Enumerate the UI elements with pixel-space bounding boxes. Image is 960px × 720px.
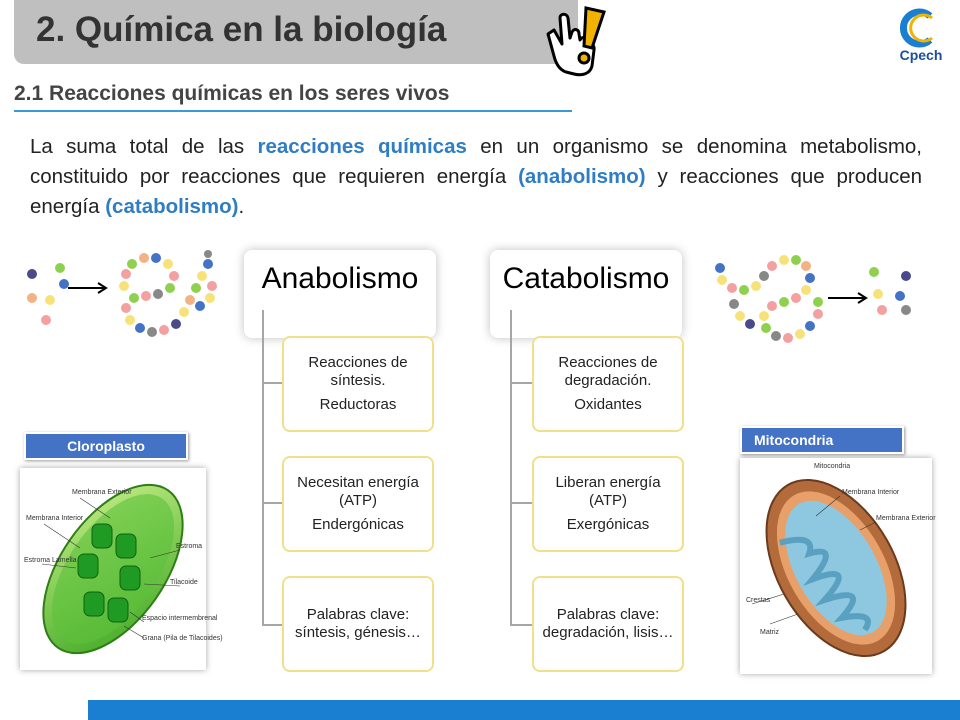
catabolismo-title: Catabolismo (502, 262, 670, 295)
anabolismo-item (282, 336, 434, 432)
label-membrana-exterior: Membrana Exterior (72, 489, 132, 496)
connector-line (262, 310, 264, 626)
mitochondrion-illustration (740, 458, 936, 674)
section-subtitle: 2.1 Reacciones químicas en los seres vivos (14, 82, 450, 105)
synthesis-molecules-illustration (20, 250, 230, 350)
label-membrana-interior: Membrana Interior (842, 489, 900, 496)
item-text: Palabras clave: degradación, lisis… (542, 606, 674, 641)
label-membrana-exterior: Membrana Exterior (876, 515, 936, 522)
label-matriz: Matriz (760, 629, 780, 636)
anabolismo-item (282, 456, 434, 552)
catabolismo-item (532, 336, 684, 432)
item-subtext: Reductoras (319, 396, 397, 413)
label-estroma-lamella: Estroma Lamella (24, 557, 77, 564)
item-text: Reacciones de degradación. (558, 354, 658, 389)
chloroplast-illustration (20, 468, 223, 670)
highlight-reacciones: reacciones químicas (257, 135, 467, 158)
anabolismo-item (282, 576, 434, 672)
intro-paragraph (30, 132, 922, 222)
text-segment: . (238, 195, 245, 218)
item-subtext: Oxidantes (574, 396, 642, 413)
cloroplasto-tag: Cloroplasto (24, 432, 188, 460)
catabolismo-header (490, 250, 682, 338)
highlight-catabolismo: (catabolismo) (105, 195, 239, 218)
label-grana: Grana (Pila de Tilacoides) (142, 635, 223, 642)
connector-line (510, 502, 532, 504)
item-text: Liberan energía (ATP) (555, 474, 661, 509)
anabolismo-title: Anabolismo (261, 262, 419, 295)
label-espacio: Espacio intermembrenal (142, 615, 218, 622)
mitocondria-image (740, 458, 936, 674)
connector-line (262, 382, 282, 384)
label-membrana-interior: Membrana Interior (26, 515, 84, 522)
label-estroma: Estroma (176, 543, 203, 550)
text-segment: y reacciones que producen energía (30, 165, 923, 218)
connector-line (510, 382, 532, 384)
mitocondria-tag: Mitocondria (740, 426, 904, 454)
cloroplasto-image (20, 468, 223, 670)
degradation-molecules-illustration (710, 250, 930, 350)
anabolismo-header (244, 250, 436, 338)
item-subtext: Exergónicas (566, 516, 650, 533)
page-title: 2. Química en la biología (36, 10, 447, 49)
text-segment: en un organismo se denomina metabolismo, constituido por reacciones que requieren energía (30, 135, 923, 188)
catabolismo-item (532, 576, 684, 672)
cpech-logo-icon (892, 6, 950, 66)
label-mitocondria: Mitocondria (814, 463, 851, 470)
item-text: Necesitan energía (ATP) (297, 474, 419, 509)
label-crestas: Crestas (746, 597, 771, 604)
catabolismo-item (532, 456, 684, 552)
label-tilacoide: Tilacoide (170, 579, 198, 586)
connector-line (262, 624, 282, 626)
connector-line (510, 310, 512, 626)
item-text: Palabras clave: síntesis, génesis… (295, 606, 421, 641)
item-text: Reacciones de síntesis. (308, 354, 408, 389)
item-subtext: Endergónicas (312, 516, 404, 533)
logo-text: Cpech (899, 47, 943, 63)
connector-line (262, 502, 282, 504)
hand-cursor-icon (540, 4, 608, 80)
subtitle-underline (14, 110, 572, 112)
connector-line (510, 624, 532, 626)
text-segment: La suma total de las (30, 135, 258, 158)
highlight-anabolismo: (anabolismo) (518, 165, 646, 188)
footer-bar (88, 700, 960, 720)
